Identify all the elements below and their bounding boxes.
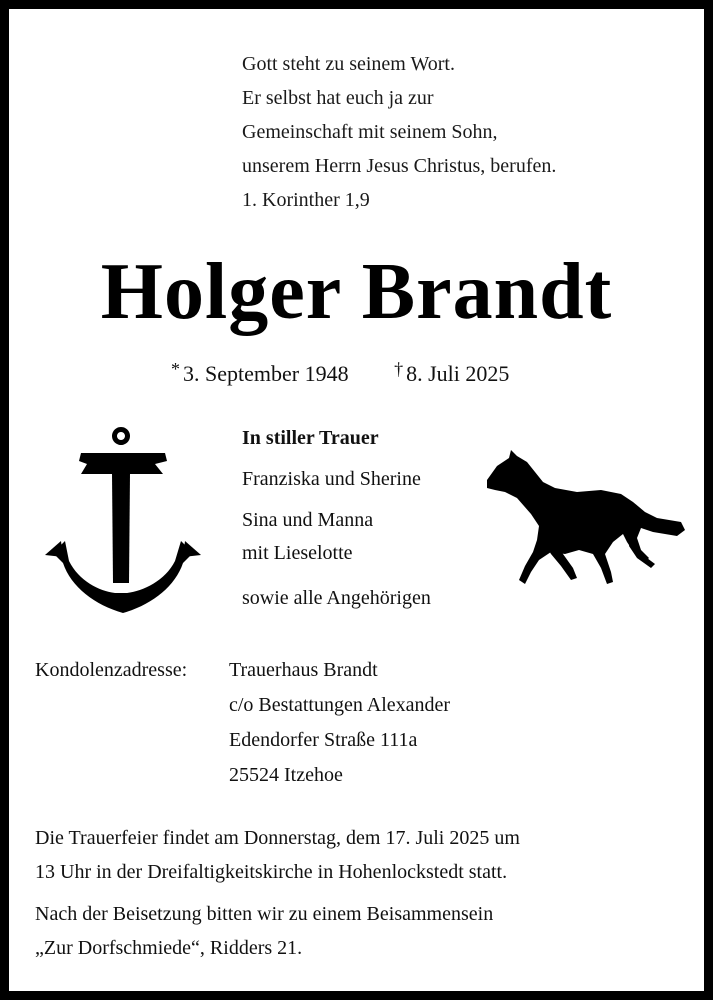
address-line: Edendorfer Straße 111a	[229, 729, 418, 751]
birth-date: 3. September 1948	[183, 361, 349, 386]
life-dates	[171, 359, 509, 387]
gathering-line: Nach der Beisetzung bitten wir zu einem Beisammensein	[35, 903, 494, 925]
death-symbol: †	[394, 359, 404, 379]
death-date-group	[394, 359, 509, 387]
bible-verse	[242, 47, 556, 217]
horse-icon	[481, 442, 687, 588]
funeral-info	[35, 821, 675, 889]
verse-line: Gemeinschaft mit seinem Sohn,	[242, 121, 498, 143]
condolence-address	[35, 659, 695, 799]
mourner-line: sowie alle Angehörigen	[242, 587, 431, 609]
address-line: c/o Bestattungen Alexander	[229, 694, 451, 716]
address-line: Trauerhaus Brandt	[229, 659, 378, 681]
death-date: 8. Juli 2025	[406, 361, 510, 386]
verse-line: Gott steht zu seinem Wort.	[242, 53, 455, 75]
mourner-line: Franziska und Sherine	[242, 468, 421, 490]
deceased-name: Holger Brandt	[100, 248, 613, 336]
mourners-heading: In stiller Trauer	[242, 427, 379, 449]
birth-symbol: *	[171, 359, 180, 379]
verse-reference: 1. Korinther 1,9	[242, 189, 370, 211]
anchor-icon	[43, 423, 203, 615]
address-line: 25524 Itzehoe	[229, 764, 343, 786]
verse-line: unserem Herrn Jesus Christus, berufen.	[242, 155, 557, 177]
gathering-line: „Zur Dorfschmiede“, Ridders 21.	[35, 937, 303, 959]
obituary-card	[9, 9, 704, 991]
birth-date-group	[171, 359, 349, 387]
funeral-line: 13 Uhr in der Dreifaltigkeitskirche in Hohenlockstedt statt.	[35, 861, 508, 883]
funeral-line: Die Trauerfeier findet am Donnerstag, dem 17. Juli 2025 um	[35, 827, 520, 849]
verse-line: Er selbst hat euch ja zur	[242, 87, 434, 109]
mourner-line: mit Lieselotte	[242, 542, 353, 564]
condolence-label: Kondolenzadresse:	[35, 659, 188, 681]
gathering-info	[35, 897, 675, 965]
mourner-line: Sina und Manna	[242, 509, 374, 531]
